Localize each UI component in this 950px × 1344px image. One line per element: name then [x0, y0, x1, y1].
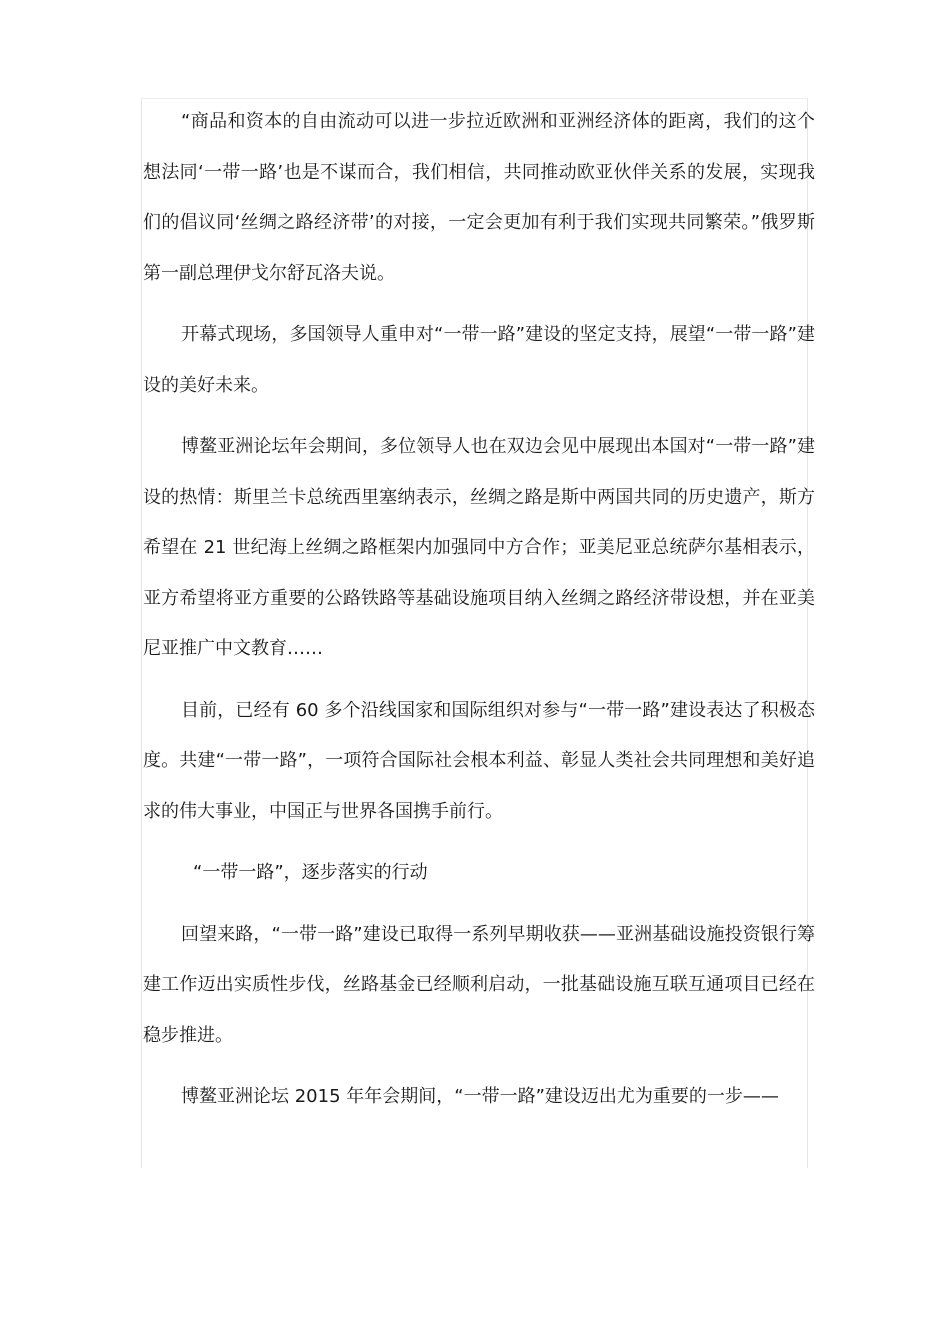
document-body — [143, 97, 815, 1134]
section-heading: “一带一路”，逐步落实的行动 — [193, 862, 428, 883]
paragraph-early-harvest: 回望来路，“一带一路”建设已取得一系列早期收获——亚洲基础设施投资银行筹建工作迈出实质性步伐，丝路基金已经顺利启动，一批基础设施互联互通项目已经在稳步推进。 — [143, 923, 815, 1046]
paragraph-bilateral-meetings: 博鳌亚洲论坛年会期间，多位领导人也在双边会见中展现出本国对“一带一路”建设的热情：斯里兰卡总统西里塞纳表示，丝绸之路是斯中两国共同的历史遗产，斯方希望在 21 世纪海上丝绸之路框架内加强同中方合作；亚美尼亚总统萨尔基相表示，亚方希望将亚方重要的公路铁路等基础设施项目纳入丝绸之路经济带设想，并在亚美尼亚推广中文教育…… — [143, 436, 815, 659]
paragraph-quote-shuvalov: “商品和资本的自由流动可以进一步拉近欧洲和亚洲经济体的距离，我们的这个想法同‘一带一路’也是不谋而合，我们相信，共同推动欧亚伙伴关系的发展，实现我们的倡议同‘丝绸之路经济带’的对接，一定会更加有利于我们实现共同繁荣。”俄罗斯第一副总理伊戈尔舒瓦洛夫说。 — [143, 111, 815, 284]
paragraph-boao-2015: 博鳌亚洲论坛 2015 年年会期间，“一带一路”建设迈出尤为重要的一步—— — [181, 1086, 779, 1107]
paragraph-opening-ceremony: 开幕式现场，多国领导人重申对“一带一路”建设的坚定支持，展望“一带一路”建设的美好未来。 — [143, 324, 815, 396]
paragraph-participating-countries: 目前，已经有 60 多个沿线国家和国际组织对参与“一带一路”建设表达了积极态度。共建“一带一路”，一项符合国际社会根本利益、彰显人类社会共同理想和美好追求的伟大事业，中国正与世界各国携手前行。 — [143, 699, 815, 822]
